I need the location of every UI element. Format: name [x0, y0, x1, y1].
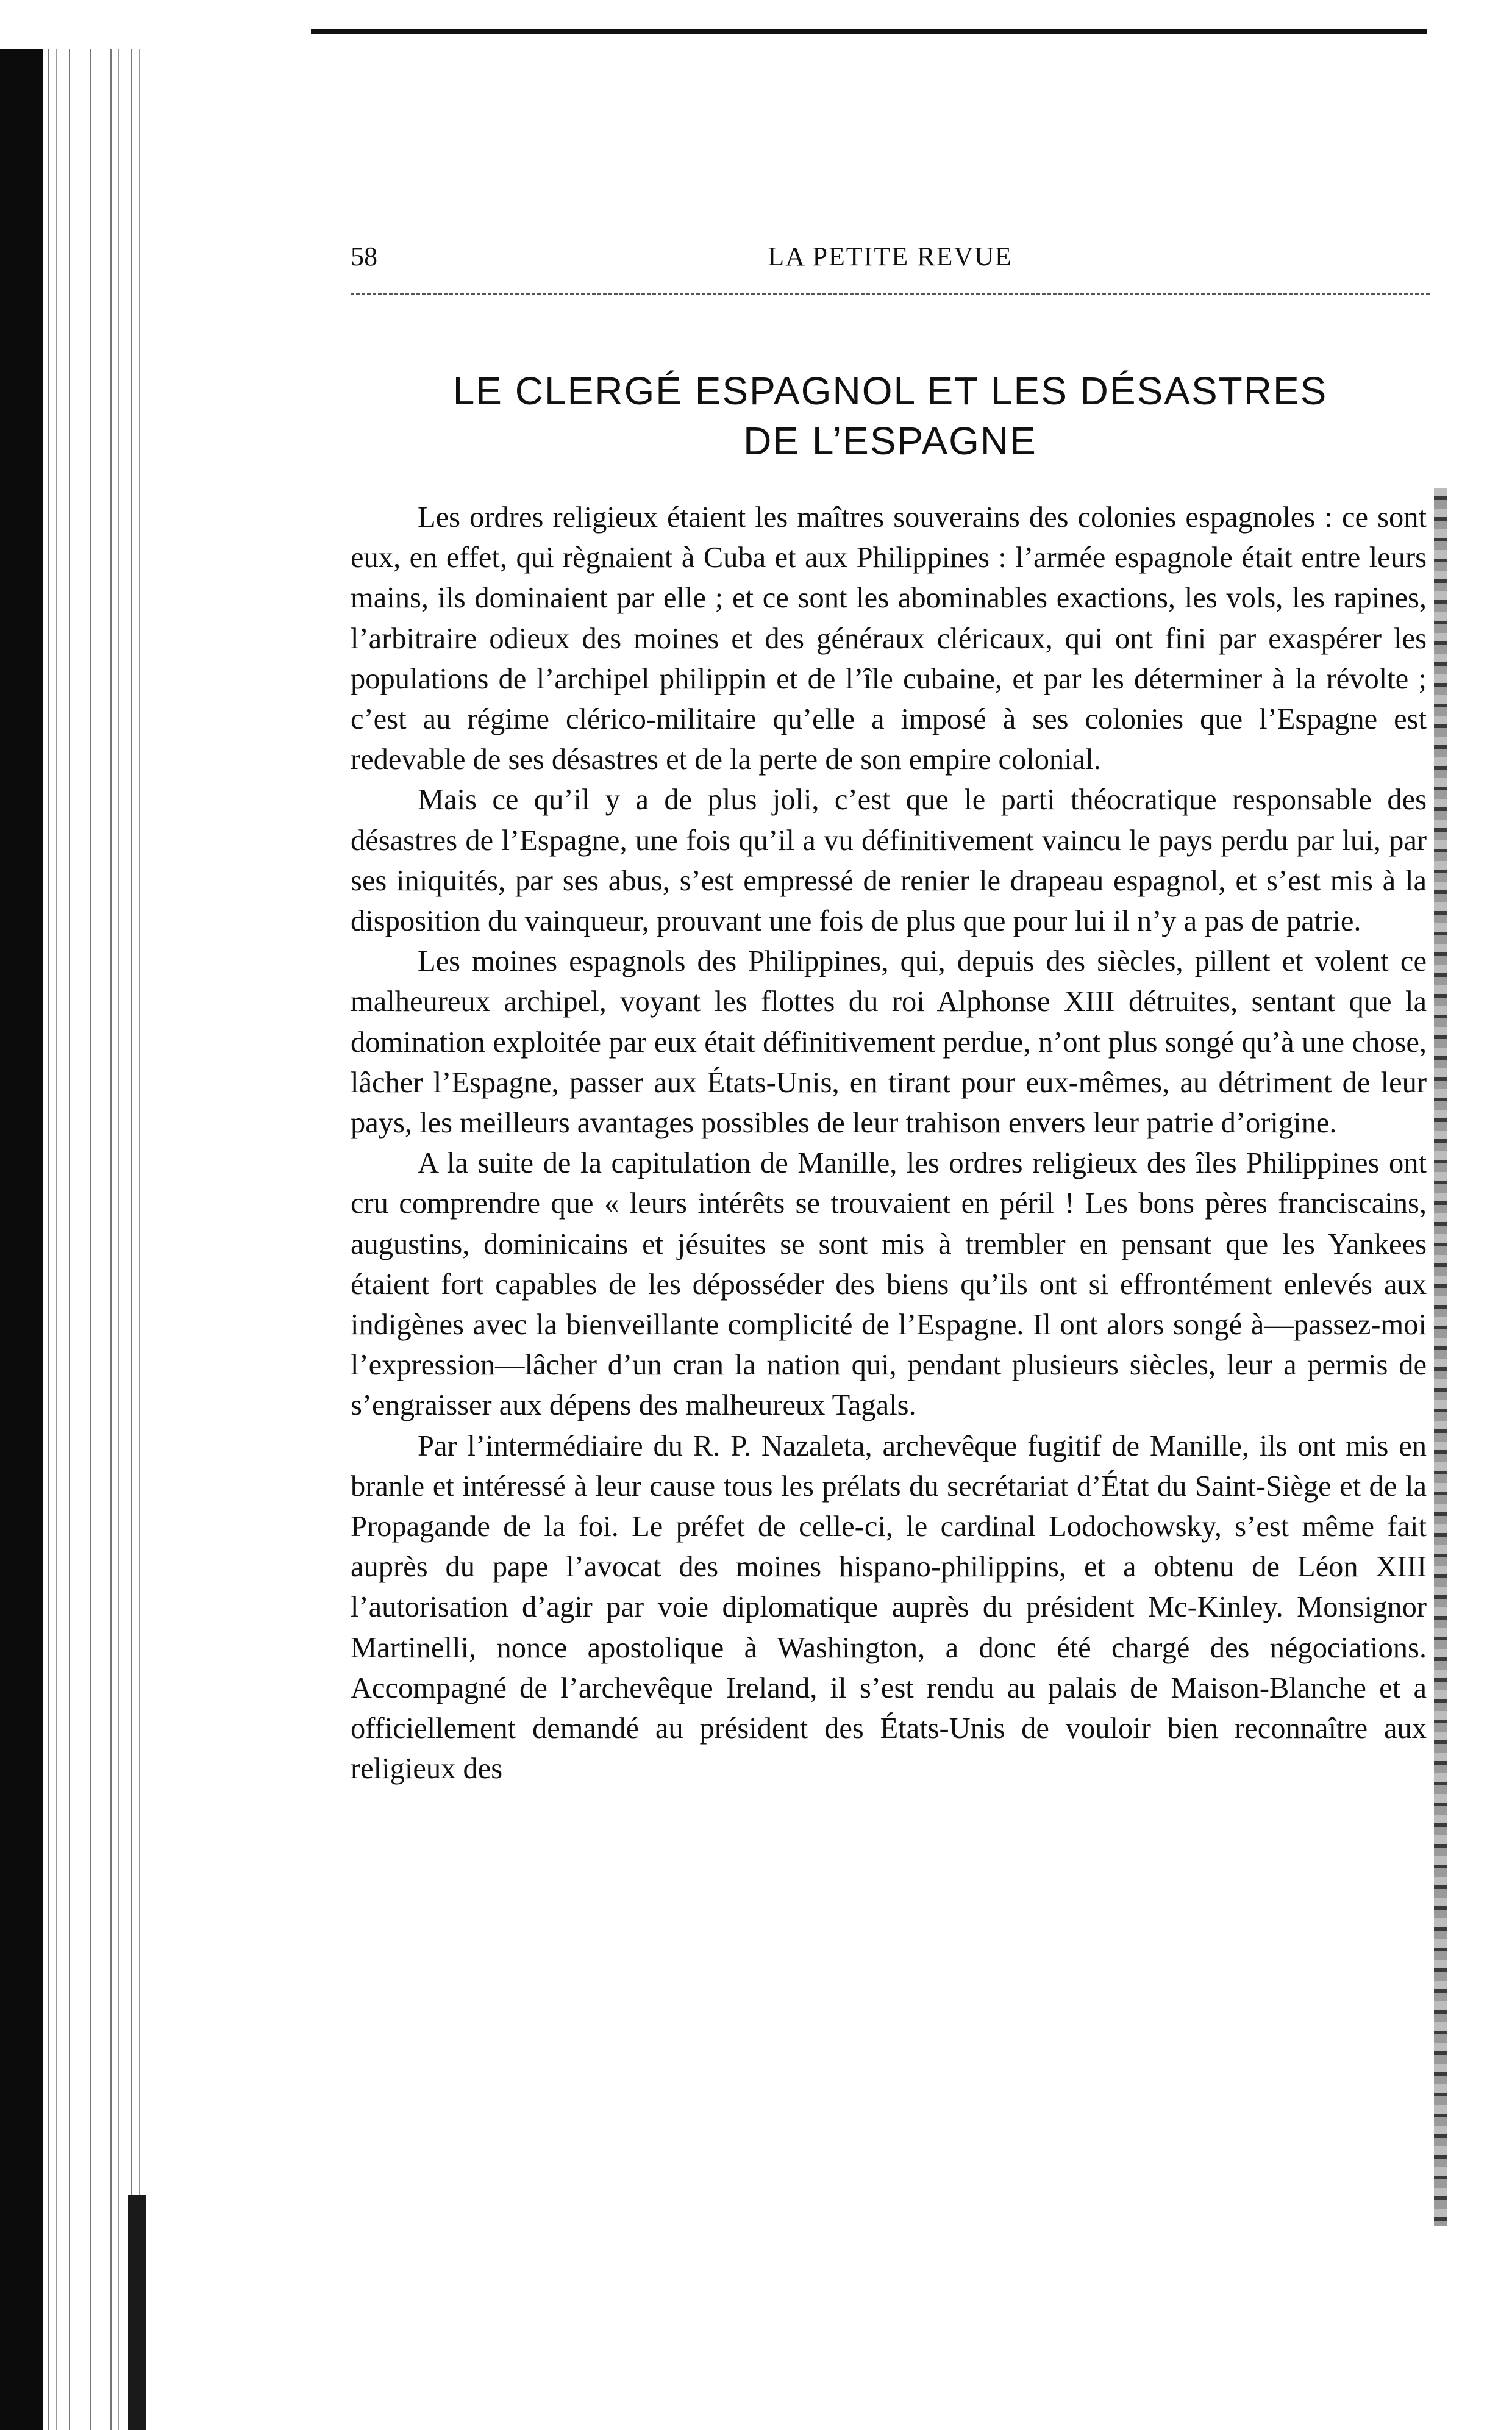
scan-right-edge [1434, 488, 1447, 2226]
paragraph: Par l’intermédiaire du R. P. Nazaleta, archevêque fugitif de Manille, ils ont mis en branle et intéressé à leur cause tous les prélats du secrétariat d’État du Saint-Siège et de la Propagande de la foi. Le préfet de celle-ci, le cardinal Lodochowsky, s’est même fait auprès du pape l’avocat des moines hispano-philippins, et a obtenu de Léon XIII l’autorisation d’agir par voie diplomatique auprès du président Mc-Kinley. Monsignor Martinelli, nonce apostolique à Washington, a donc été chargé des négociations. Accompagné de l’archevêque Ireland, il s’est rendu au palais de Maison-Blanche et a officiellement demandé au président des États-Unis de vouloir bien reconnaître aux religieux des [351, 1429, 1427, 1785]
scan-left-edge [0, 49, 43, 2430]
scan-binding-shadow [128, 2195, 146, 2430]
article-body [351, 498, 1427, 1790]
article-title-line-1: LE CLERGÉ ESPAGNOL ET LES DÉSASTRES [452, 369, 1328, 413]
paragraph: Les ordres religieux étaient les maîtres souverains des colonies espagnoles : ce sont eux, en effet, qui règnaient à Cuba et aux Philippines : l’armée espagnole était entre leurs mains, ils dominaient par elle ; et ce sont les abominables exactions, les vols, les rapines, l’arbitraire odieux des moines et des généraux cléricaux, qui ont fini par exaspérer les populations de l’archipel philippin et de l’île cubaine, et par les déterminer à la révolte ; c’est au régime clérico-militaire qu’elle a imposé à ses colonies que l’Espagne est redevable de ses désastres et de la perte de son empire colonial. [351, 501, 1427, 776]
scan-binding-strip [43, 49, 146, 2430]
page-number: 58 [351, 241, 377, 271]
paragraph: Mais ce qu’il y a de plus joli, c’est que le parti théocratique responsable des désastres de l’Espagne, une fois qu’il a vu définitivement vaincu le pays perdu par lui, par ses iniquités, par ses abus, s’est empressé de renier le drapeau espagnol, et s’est mis à la disposition du vainqueur, prouvant une fois de plus que pour lui il n’y a pas de patrie. [351, 784, 1427, 938]
paragraph: A la suite de la capitulation de Manille, les ordres religieux des îles Philippines ont cru comprendre que « leurs intérêts se trouvaient en péril ! Les bons pères franciscains, augustins, dominicains et jésuites se sont mis à trembler en pensant que les Yankees étaient fort capables de les déposséder des biens qu’ils ont si effrontément enlevés aux indigènes avec la bienveillante complicité de l’Espagne. Il ont alors songé à—passez-moi l’expression—lâcher d’un cran la nation qui, pendant plusieurs siècles, leur a permis de s’engraisser aux dépens des malheureux Tagals. [351, 1147, 1427, 1422]
page-header [351, 241, 1430, 277]
header-rule [351, 293, 1430, 295]
scan-top-edge [311, 29, 1427, 34]
paragraph: Les moines espagnols des Philippines, qui, depuis des siècles, pillent et volent ce malheureux archipel, voyant les flottes du roi Alphonse XIII détruites, sentant que la domination exploitée par eux était définitivement perdue, n’ont plus songé qu’à une chose, lâcher l’Espagne, passer aux États-Unis, en tirant pour eux-mêmes, au détriment de leur pays, les meilleurs avantages possibles de leur trahison envers leur patrie d’origine. [351, 945, 1427, 1140]
article-title-line-2: DE L’ESPAGNE [743, 419, 1037, 463]
article-title [351, 366, 1430, 466]
running-head: LA PETITE REVUE [768, 241, 1013, 271]
